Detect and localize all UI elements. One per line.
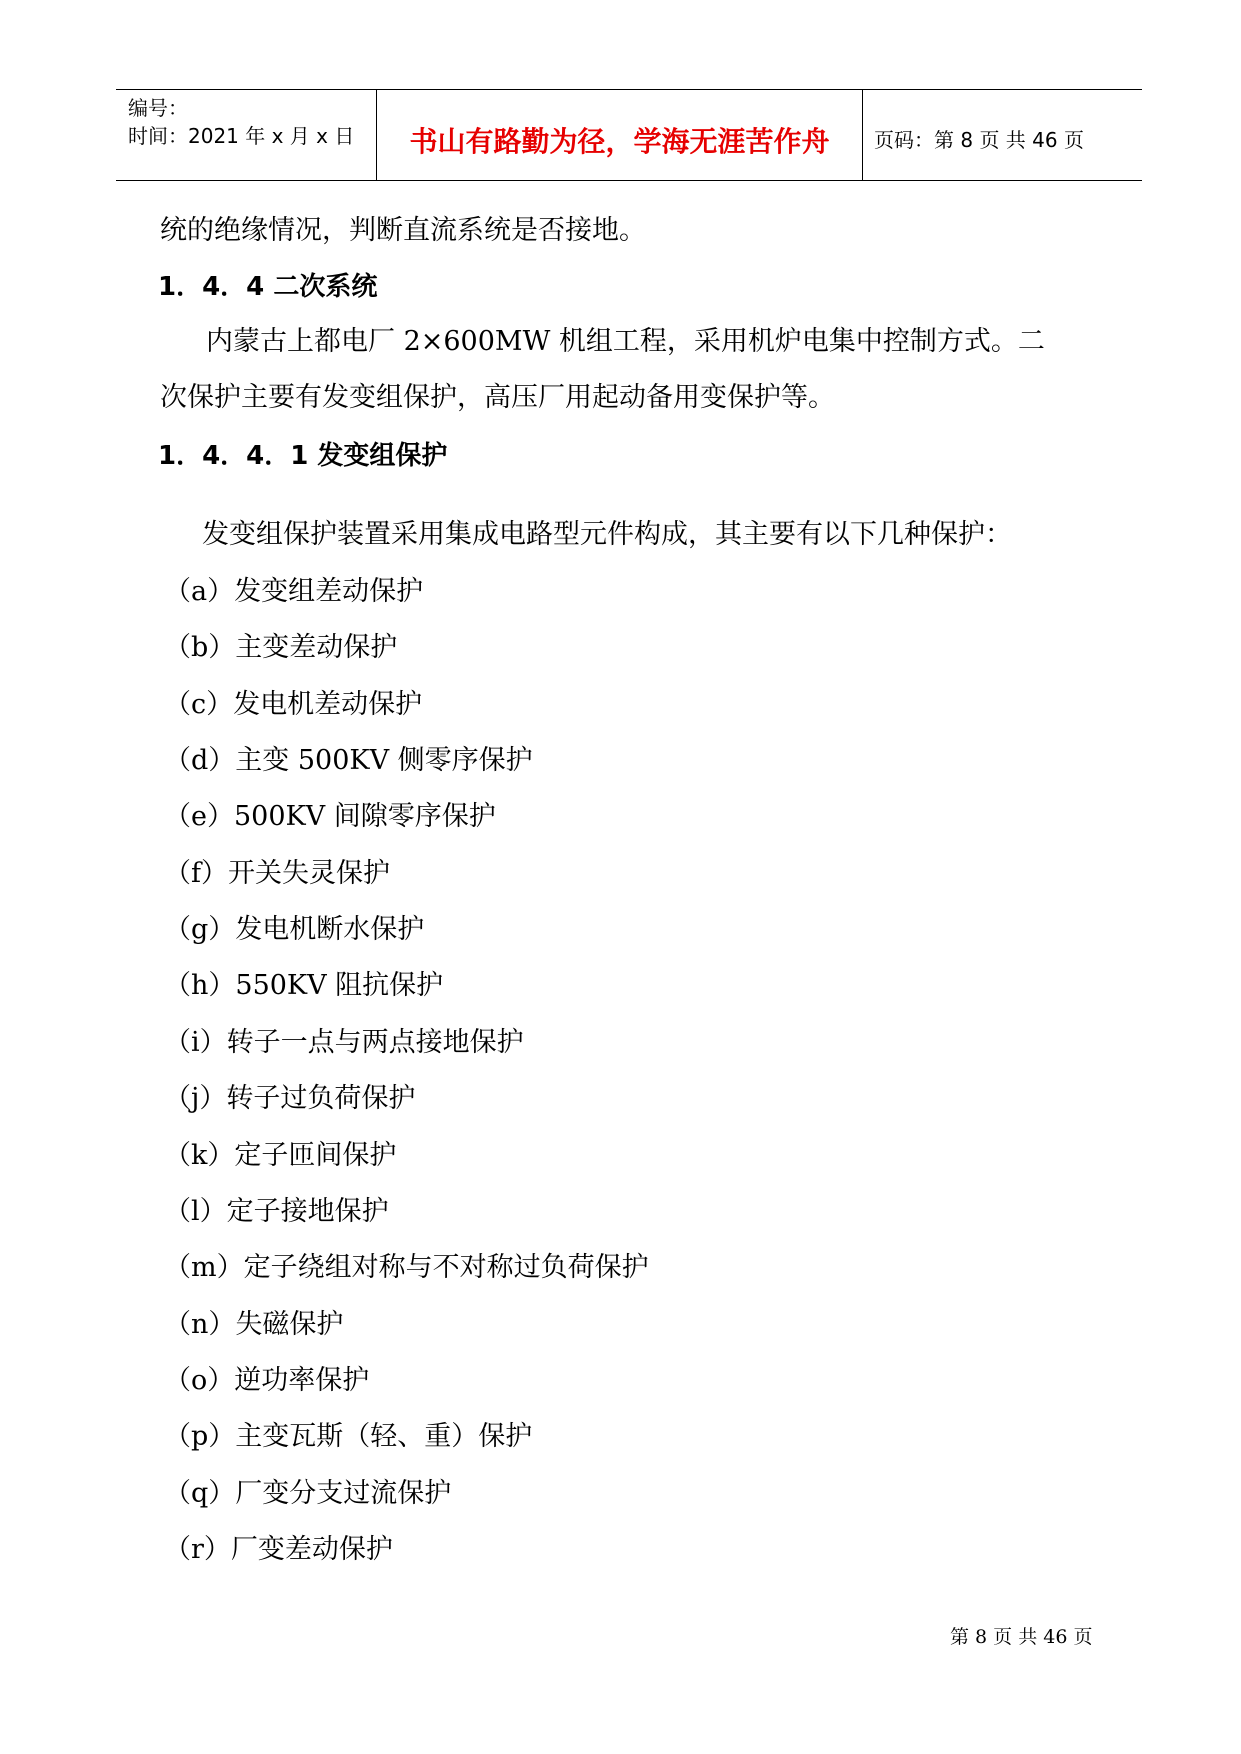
list-item: （r）厂变差动保护 (164, 1534, 393, 1565)
header-motto-cell (377, 90, 863, 180)
list-item: （o）逆功率保护 (164, 1365, 370, 1396)
list-item: （c）发电机差动保护 (164, 689, 423, 720)
page-footer-number: 第 8 页 共 46 页 (950, 1626, 1093, 1648)
list-item: （g）发电机断水保护 (164, 914, 425, 945)
list-item: （e）500KV 间隙零序保护 (164, 801, 496, 832)
header-page-number: 页码：第 8 页 共 46 页 (874, 128, 1084, 152)
continuation-paragraph: 统的绝缘情况，判断直流系统是否接地。 (160, 215, 646, 246)
list-item: （k）定子匝间保护 (164, 1140, 397, 1171)
list-item: （a）发变组差动保护 (164, 576, 424, 607)
list-item: （b）主变差动保护 (164, 632, 398, 663)
intro-paragraph-line-1: 内蒙古上都电厂 2×600MW 机组工程，采用机炉电集中控制方式。二 (206, 326, 1045, 357)
subsection-heading: 1．4．4．1 发变组保护 (158, 441, 448, 471)
list-item: （d）主变 500KV 侧零序保护 (164, 745, 533, 776)
intro-paragraph-line-2: 次保护主要有发变组保护，高压厂用起动备用变保护等。 (160, 382, 835, 413)
header-page-cell (863, 90, 1142, 180)
page-header (116, 89, 1142, 181)
document-number-label: 编号： (128, 96, 188, 120)
list-item: （q）厂变分支过流保护 (164, 1478, 452, 1509)
header-motto: 书山有路勤为径，学海无涯苦作舟 (409, 125, 830, 158)
list-item: （f）开关失灵保护 (164, 858, 390, 889)
list-item: （m）定子绕组对称与不对称过负荷保护 (164, 1252, 649, 1283)
list-item: （h）550KV 阻抗保护 (164, 970, 444, 1001)
document-time-label: 时间：2021 年 x 月 x 日 (128, 124, 355, 148)
list-item: （p）主变瓦斯（轻、重）保护 (164, 1421, 533, 1452)
list-item: （i）转子一点与两点接地保护 (164, 1027, 524, 1058)
header-meta-cell (116, 90, 377, 180)
list-item: （j）转子过负荷保护 (164, 1083, 416, 1114)
subsection-intro-paragraph: 发变组保护装置采用集成电路型元件构成，其主要有以下几种保护： (202, 519, 1012, 550)
list-item: （l）定子接地保护 (164, 1196, 389, 1227)
section-heading: 1．4．4 二次系统 (158, 272, 378, 302)
list-item: （n）失磁保护 (164, 1309, 344, 1340)
